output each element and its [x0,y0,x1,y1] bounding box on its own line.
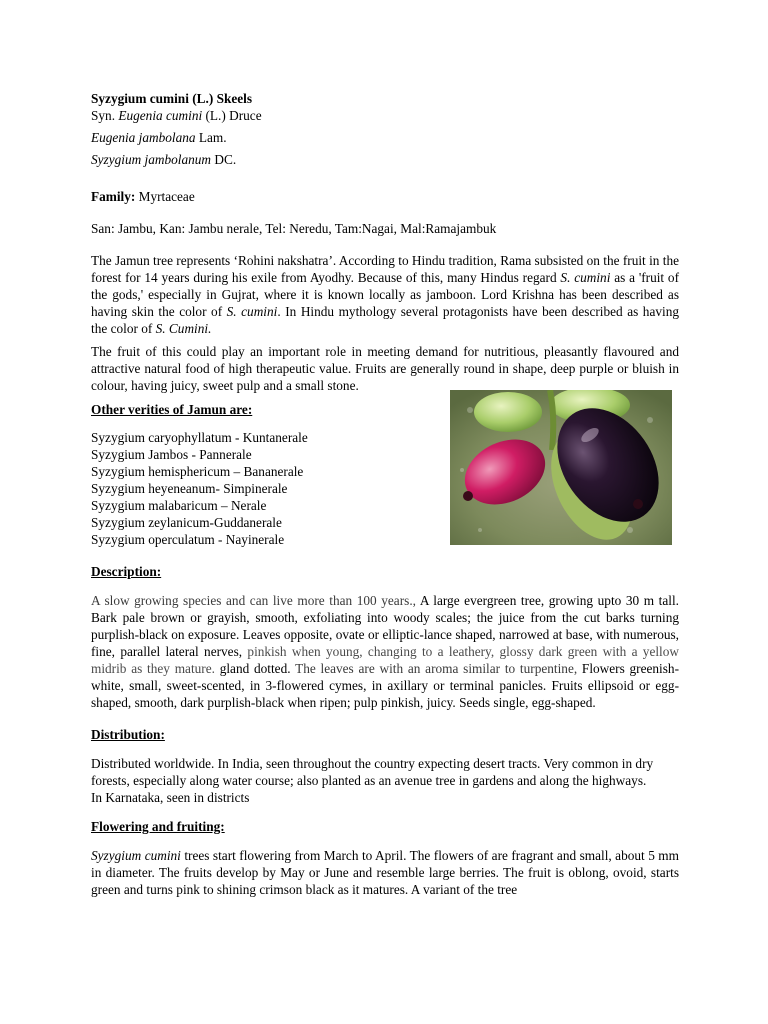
variety-item: Syzygium caryophyllatum - Kuntanerale [91,430,308,445]
jamun-fruit-icon [450,390,672,545]
variety-item: Syzygium Jambos - Pannerale [91,447,252,462]
synonym-line-3: Syzygium jambolanum DC. [91,152,237,167]
intro-paragraph: The Jamun tree represents ‘Rohini nakshatra’. According to Hindu tradition, Rama subsisted on the fruit in the forest for 14 years during his exile from Ayodhy. Because of this, many Hindus regard S. cumini as a 'fruit of the gods,' especially in Gujrat, where it is known locally as jamboon. Lord Krishna has been described as having skin the color of S. cumini. In Hindu mythology several protagonists have been described as having the color of S. Cumini. [91,253,679,336]
distribution-heading: Distribution: [91,727,165,742]
fruit-paragraph: The fruit of this could play an important role in meeting demand for nutritious, pleasantly flavoured and attractive natural food of high therapeutic value. Fruits are generally round in shape, deep purple or bluish in colour, having juicy, sweet pulp and a small stone. [91,344,679,393]
description-paragraph: A slow growing species and can live more than 100 years., A large evergreen tree, growing upto 30 m tall. Bark pale brown or grayish, smooth, exfoliating into woody scales; the juice from the cut barks turning purplish-black on exposure. Leaves opposite, ovate or elliptic-lance shaped, narrowed at base, with numerous, fine, parallel lateral nerves, pinkish when young, changing to a leathery, glossy dark green with a yellow midrib as they mature. gland dotted. The leaves are with an aroma similar to turpentine, Flowers greenish-white, small, sweet-scented, in 3-flowered cymes, in axillary or terminal panicles. Fruits ellipsoid or egg-shaped, smooth, dark purplish-black when ripen; pulp pinkish, juicy. Seeds single, egg-shaped. [91,593,680,710]
variety-item: Syzygium operculatum - Nayinerale [91,532,285,547]
variety-item: Syzygium malabaricum – Nerale [91,498,267,513]
jamun-fruit-photo [450,390,672,545]
variety-item: Syzygium hemisphericum – Bananerale [91,464,304,479]
variety-item: Syzygium zeylanicum-Guddanerale [91,515,282,530]
flowering-paragraph: Syzygium cumini trees start flowering from March to April. The flowers of are fragrant and small, about 5 mm in diameter. The fruits develop by May or June and resemble large berries. The fruit is oblong, ovoid, starts green and turns pink to shining crimson black as it matures. A variant of the tree [91,848,679,897]
species-title: Syzygium cumini (L.) Skeels [91,91,253,106]
synonym-line-2: Eugenia jambolana Lam. [91,130,227,145]
varieties-heading: Other verities of Jamun are: [91,402,253,417]
distribution-karnataka: In Karnataka, seen in districts [91,790,250,805]
family-line: Family: Myrtaceae [91,189,195,204]
local-names: San: Jambu, Kan: Jambu nerale, Tel: Neredu, Tam:Nagai, Mal:Ramajambuk [91,221,497,236]
flowering-heading: Flowering and fruiting: [91,819,225,834]
description-heading: Description: [91,564,162,579]
distribution-paragraph: Distributed worldwide. In India, seen throughout the country expecting desert tracts. Very common in dry forests, especially along water course; also planted as an avenue tree in gardens and along the highways. [91,756,654,788]
variety-item: Syzygium heyeneanum- Simpinerale [91,481,288,496]
synonym-line-1: Syn. Eugenia cumini (L.) Druce [91,108,262,123]
